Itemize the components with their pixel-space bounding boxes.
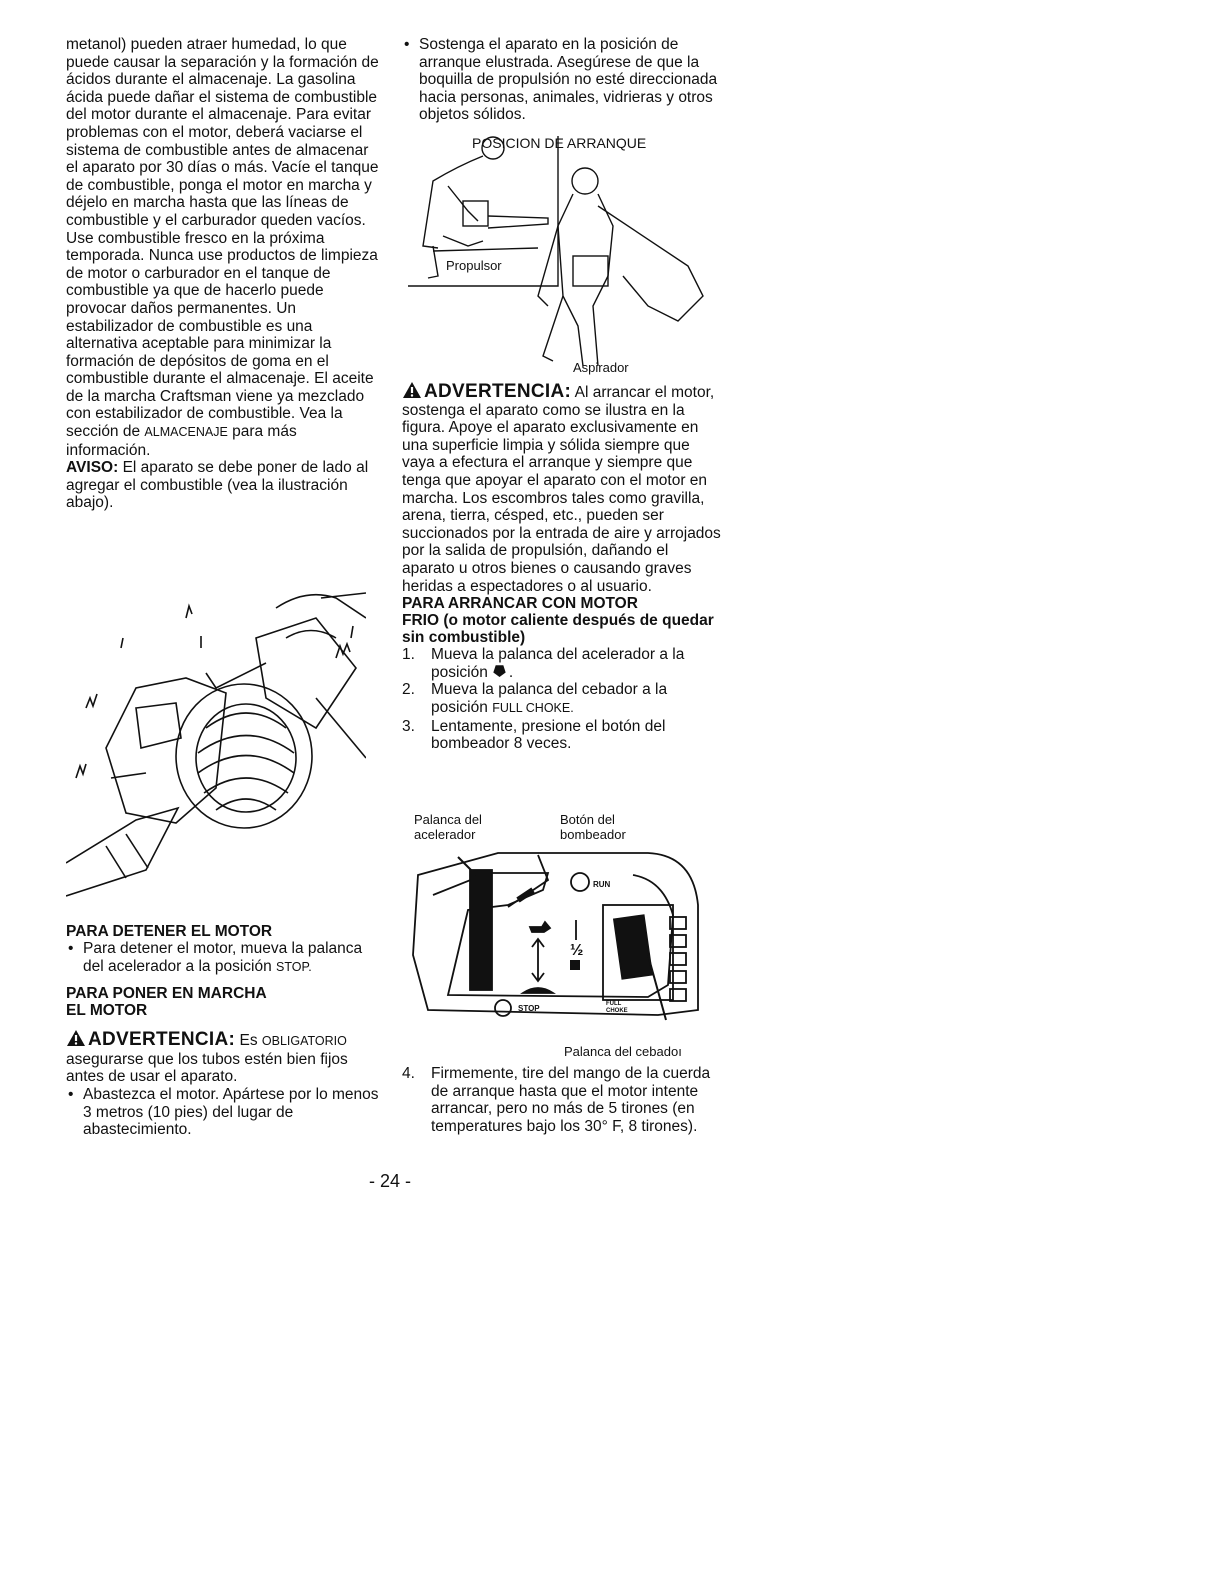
- cold-start-heading-line1: PARA ARRANCAR CON MOTOR: [402, 595, 638, 613]
- aviso-paragraph: AVISO: El aparato se debe poner de lado al agregar el combustible (vea la ilustración abajo).: [66, 459, 369, 512]
- page-number: - 24 -: [368, 1171, 411, 1191]
- half-choke-text: ½: [570, 942, 584, 959]
- fueling-illustration: [66, 578, 366, 900]
- left-lower-section: [66, 923, 384, 1139]
- warning-triangle-icon: [66, 1029, 86, 1047]
- full-text: FULL: [606, 1001, 622, 1007]
- throttle-lever-label: Palanca del acelerador: [414, 812, 482, 842]
- hold-position-bullet: • Sostenga el aparato en la posición de arranque elustrada. Asegúrese de que la boquilla de propulsión no esté direccionada hacia personas, animales, vidrieras y otros objetos sólidos.: [402, 36, 722, 124]
- aviso-label: AVISO:: [66, 459, 119, 477]
- choke-text: CHOKE: [606, 1008, 628, 1014]
- right-column-top: [402, 36, 722, 124]
- fuel-storage-paragraph: metanol) pueden atraer humedad, lo que puede causar la separación y la formación de ácidos durante el almacenaje. La gasolina ácida puede dañar el sistema de combustible del motor durante el almacenaje. Para evitar problemas con el motor, deberá vaciarse el sistema de combustible antes de almacenar el aparato por 30 días o más. Vacíe el tanque de combustible, ponga el motor en marcha y déjelo en marcha hasta que las líneas de combustible y el carburador queden vacíos. Use combustible fresco en la próxima temporada. Nunca use productos de limpieza de motor o carburador en el tanque de combustible ya que de hacerlo puede provocar daños permanentes. Un estabilizador de combustible es una alternativa aceptable para minimizar la formación de depósitos de goma en el combustible durante el almacenaje. El aceite de la marcha Craftsman viene ya mezclado con estabilizador de combustible. Vea la sección de ALMACENAJE para más información.: [66, 36, 379, 459]
- fuel-engine-bullet: • Abastezca el motor. Apártese por lo menos 3 metros (10 pies) del lugar de abastecimiento.: [66, 1086, 384, 1139]
- cold-start-heading-line2: FRIO (o motor caliente después de quedar sin combustible): [402, 612, 714, 647]
- vacuum-label: Aspirador: [573, 360, 629, 375]
- primer-button-label: Botón del bombeador: [560, 812, 626, 842]
- right-middle-section: [402, 381, 724, 753]
- warning-label: ADVERTENCIA:: [424, 381, 572, 402]
- starting-position-figure: [408, 126, 708, 376]
- warning-start-paragraph: ADVERTENCIA: Al arrancar el motor, sostenga el aparato como se ilustra en la figura. Apoye el aparato exclusivamente en una superficie limpia y sólida siempre que vaya a efectura el arranque y siempre que tenga que apoyar el aparato con el motor en marcha. Los escombros tales como gravilla, arena, tierra, césped, etc., pueden ser succionados por la entrada de aire y arrojados por la salida de propulsión, dañando el aparato u otros bienes o causando graves heridas a espectadores o al usuario.: [402, 381, 721, 595]
- starting-position-title: POSICION DE ARRANQUE: [472, 135, 647, 151]
- run-rabbit-icon: ⯂: [492, 663, 505, 681]
- left-column: [66, 36, 384, 512]
- start-engine-heading-line2: EL MOTOR: [66, 1002, 148, 1020]
- run-text: RUN: [593, 880, 611, 889]
- choke-lever-label: Palanca del cebadoı: [564, 1044, 682, 1059]
- control-panel-illustration: [408, 845, 710, 1030]
- step-1: 1. Mueva la palanca del acelerador a la posición ⯂ .: [402, 646, 685, 681]
- right-lower-section: [402, 1065, 724, 1135]
- warning-triangle-icon: [402, 381, 422, 399]
- stop-engine-bullet: • Para detener el motor, mueva la palanca del acelerador a la posición STOP.: [66, 940, 384, 976]
- step-3: 3. Lentamente, presione el botón del bombeador 8 veces.: [402, 717, 666, 753]
- step-2: 2. Mueva la palanca del cebador a la posición FULL CHOKE.: [402, 681, 668, 716]
- stop-text: STOP: [518, 1004, 540, 1013]
- step-4: 4. Firmemente, tire del mango de la cuerda de arranque hasta que el motor intente arrancar, pero no más de 5 tirones (en temperatures bajo los 30° F, 8 tirones).: [402, 1065, 711, 1135]
- blower-label: Propulsor: [446, 258, 502, 273]
- warning-label: ADVERTENCIA:: [88, 1029, 236, 1051]
- warning-tubes-paragraph: ADVERTENCIA: Es OBLIGATORIO asegurarse que los tubos estén bien fijos antes de usar el aparato.: [66, 1029, 348, 1086]
- storage-section-ref: ALMACENAJE: [144, 425, 228, 440]
- stop-engine-heading: PARA DETENER EL MOTOR: [66, 923, 273, 940]
- start-engine-heading-line1: PARA PONER EN MARCHA: [66, 985, 267, 1003]
